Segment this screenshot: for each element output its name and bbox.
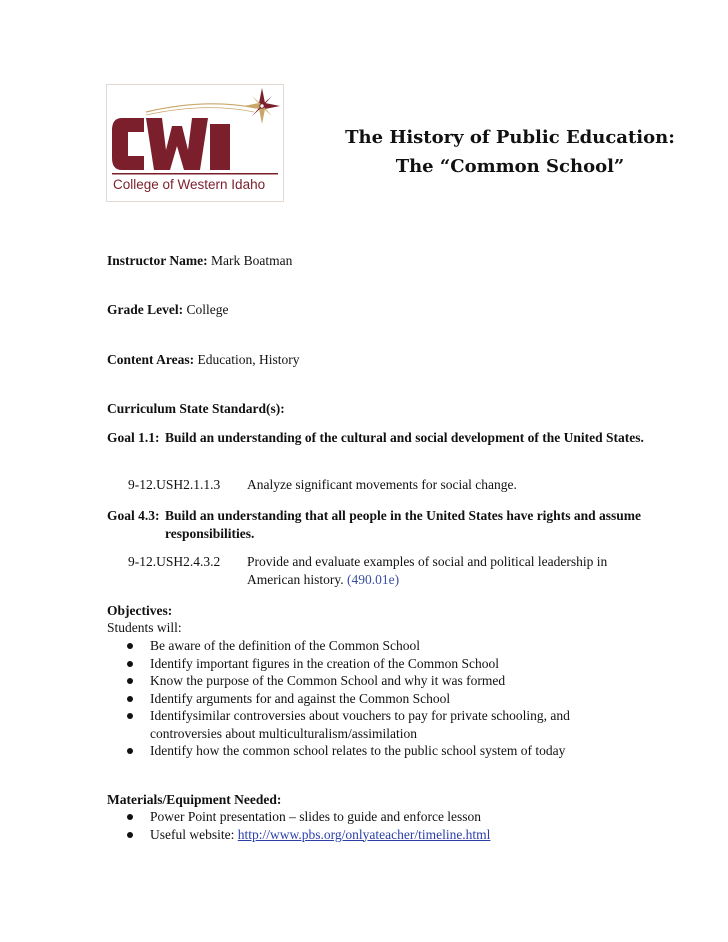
bullet-icon: [127, 696, 133, 702]
standard-reference: (490.01e): [346, 571, 400, 587]
title-line-2: The “Common School”: [395, 156, 625, 177]
title-line-1: The History of Public Education:: [345, 127, 675, 148]
compass-star-icon: [244, 88, 280, 124]
instructor-value: Mark Boatman: [210, 253, 293, 268]
goal-number: Goal 1.1:: [107, 430, 160, 445]
objectives-intro: Students will:: [107, 620, 182, 635]
materials-list: [107, 808, 627, 843]
list-item: Identify important figures in the creation of the Common School: [107, 655, 627, 673]
grade-label: Grade Level:: [107, 302, 184, 317]
standard-description: Provide and evaluate examples of social and political leadership in American history.: [247, 554, 608, 587]
bullet-icon: [127, 713, 133, 719]
cwi-logo-mark: [106, 84, 284, 202]
bullet-icon: [127, 832, 133, 838]
bullet-icon: [127, 678, 133, 684]
content-areas-label: Content Areas:: [107, 352, 195, 367]
content-areas-value: Education, History: [197, 352, 300, 367]
cwi-logo: [106, 84, 284, 202]
grade-field: [107, 301, 228, 319]
standard-text: Analyze significant movements for social change.: [247, 477, 517, 492]
list-item: Identify arguments for and against the Common School: [107, 690, 627, 708]
list-item: Know the purpose of the Common School and why it was formed: [107, 672, 627, 690]
list-item: Be aware of the definition of the Common School: [107, 637, 627, 655]
curriculum-heading: [107, 400, 285, 418]
standard-1-1-3: [128, 476, 648, 494]
list-item: Identifysimilar controversies about vouchers to pay for private schooling, and controversies about multiculturalism/assimilation: [107, 707, 627, 742]
goal-1-1: [107, 429, 667, 447]
logo-subtitle: College of Western Idaho: [113, 177, 266, 192]
goal-text: Build an understanding of the cultural and social development of the United States.: [165, 430, 644, 445]
bullet-icon: [127, 814, 133, 820]
website-link[interactable]: http://www.pbs.org/onlyateacher/timeline.html: [237, 826, 491, 842]
goal-number: Goal 4.3:: [107, 508, 160, 523]
website-label: Useful website:: [150, 826, 235, 842]
bullet-icon: [127, 643, 133, 649]
materials-heading: Materials/Equipment Needed:: [107, 792, 282, 807]
list-item: Identify how the common school relates to the public school system of today: [107, 742, 627, 760]
curriculum-label: Curriculum State Standard(s):: [107, 401, 285, 416]
list-item: Power Point presentation – slides to guide and enforce lesson: [107, 808, 627, 826]
instructor-field: [107, 252, 292, 270]
content-areas-field: [107, 351, 299, 369]
standard-code: 9-12.USH2.1.1.3: [128, 477, 221, 492]
objectives-heading: Objectives:: [107, 603, 173, 618]
bullet-icon: [127, 661, 133, 667]
page-title: [300, 123, 720, 181]
objectives-list: [107, 637, 627, 760]
standard-2-4-3-2: [128, 553, 648, 588]
cwi-letters: [112, 118, 230, 170]
grade-value: College: [186, 302, 229, 317]
goal-text: Build an understanding that all people in the United States have rights and assume responsibilities.: [165, 508, 641, 541]
goal-4-3: [107, 507, 667, 542]
list-item: [107, 826, 627, 844]
bullet-icon: [127, 748, 133, 754]
instructor-label: Instructor Name:: [107, 253, 208, 268]
standard-code: 9-12.USH2.4.3.2: [128, 554, 221, 569]
